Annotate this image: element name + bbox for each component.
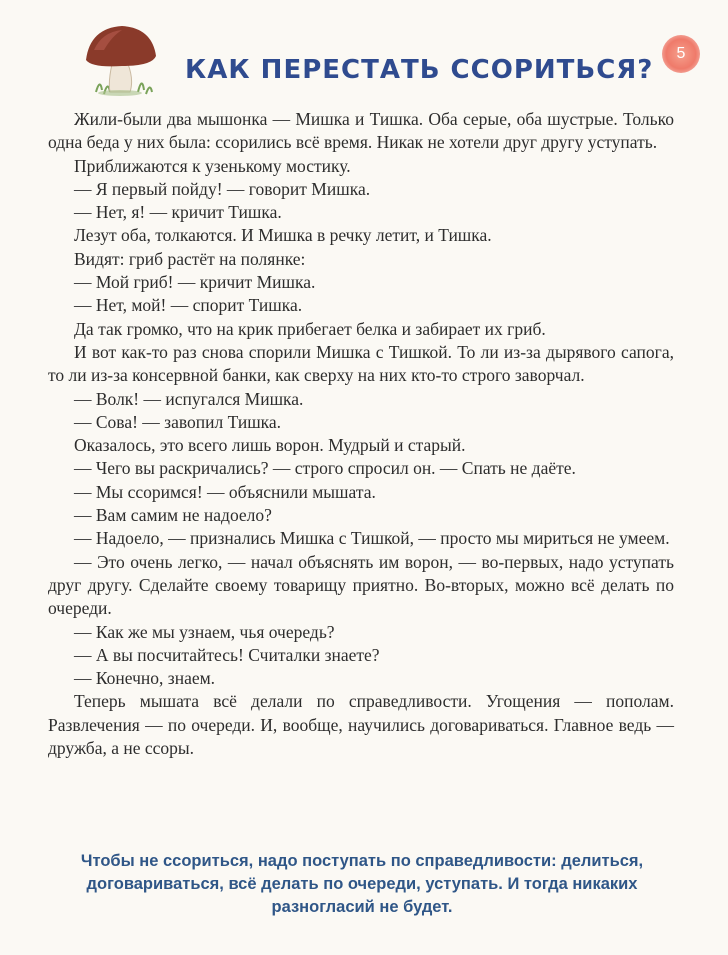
story-paragraph: — Нет, я! — кричит Тишка.	[74, 202, 282, 223]
story-paragraph: И вот как-то раз снова спорили Мишка с Тишкой. То ли из-за дырявого сапога, то ли из-за консервной банки, как сверху на них кто-то строго заворчал.	[48, 341, 674, 386]
story-paragraph: Приближаются к узенькому мостику.	[74, 155, 351, 176]
story-paragraph: — Мой гриб! — кричит Мишка.	[74, 272, 316, 293]
story-paragraph: — Волк! — испугался Мишка.	[74, 388, 304, 409]
story-paragraph: — Надоело, — признались Мишка с Тишкой, — просто мы мириться не умеем.	[74, 528, 670, 549]
story-paragraph: Теперь мышата всё делали по справедливости. Угощения — пополам. Развлечения — по очереди. И, вообще, научились договариваться. Главное ведь — дружба, а не ссоры.	[48, 691, 674, 759]
story-paragraph: Лезут оба, толкаются. И Мишка в речку летит, и Тишка.	[74, 225, 492, 246]
story-paragraph: — Конечно, знаем.	[74, 668, 216, 689]
story-paragraph: — Чего вы раскричались? — строго спросил он. — Спать не даёте.	[74, 458, 576, 479]
story-paragraph: Оказалось, это всего лишь ворон. Мудрый и старый.	[74, 435, 466, 456]
mushroom-icon	[82, 20, 160, 98]
story-paragraph: — Я первый пойду! — говорит Мишка.	[74, 178, 371, 199]
page-number-badge: 5	[662, 35, 700, 73]
story-paragraph: — Сова! — завопил Тишка.	[74, 411, 282, 432]
story-paragraph: Видят: гриб растёт на полянке:	[74, 248, 306, 269]
story-paragraph: — Мы ссоримся! — объяснили мышата.	[74, 481, 376, 502]
story-paragraph: — Это очень легко, — начал объяснять им ворон, — во-первых, надо уступать друг другу. Сделайте своему товарищу приятно. Во-вторых, можно всё делать по очереди.	[48, 551, 674, 619]
page-title: КАК ПЕРЕСТАТЬ ССОРИТЬСЯ?	[185, 55, 654, 85]
story-paragraph: — Нет, мой! — спорит Тишка.	[74, 295, 303, 316]
story-paragraph: — А вы посчитайтесь! Считалки знаете?	[74, 644, 380, 665]
moral-text: Чтобы не ссориться, надо поступать по справедливости: делиться, договариваться, всё делать по очереди, уступать. И тогда никаких разногласий не будет.	[80, 852, 644, 916]
story-paragraph: Жили-были два мышонка — Мишка и Тишка. Оба серые, оба шустрые. Только одна беда у них была: ссорились всё время. Никак не хотели друг другу уступать.	[48, 109, 674, 153]
story-paragraph: — Как же мы узнаем, чья очередь?	[74, 621, 335, 642]
story-paragraph: — Вам самим не надоело?	[74, 505, 272, 526]
story-paragraph: Да так громко, что на крик прибегает белка и забирает их гриб.	[74, 318, 546, 339]
story-text	[48, 108, 674, 760]
